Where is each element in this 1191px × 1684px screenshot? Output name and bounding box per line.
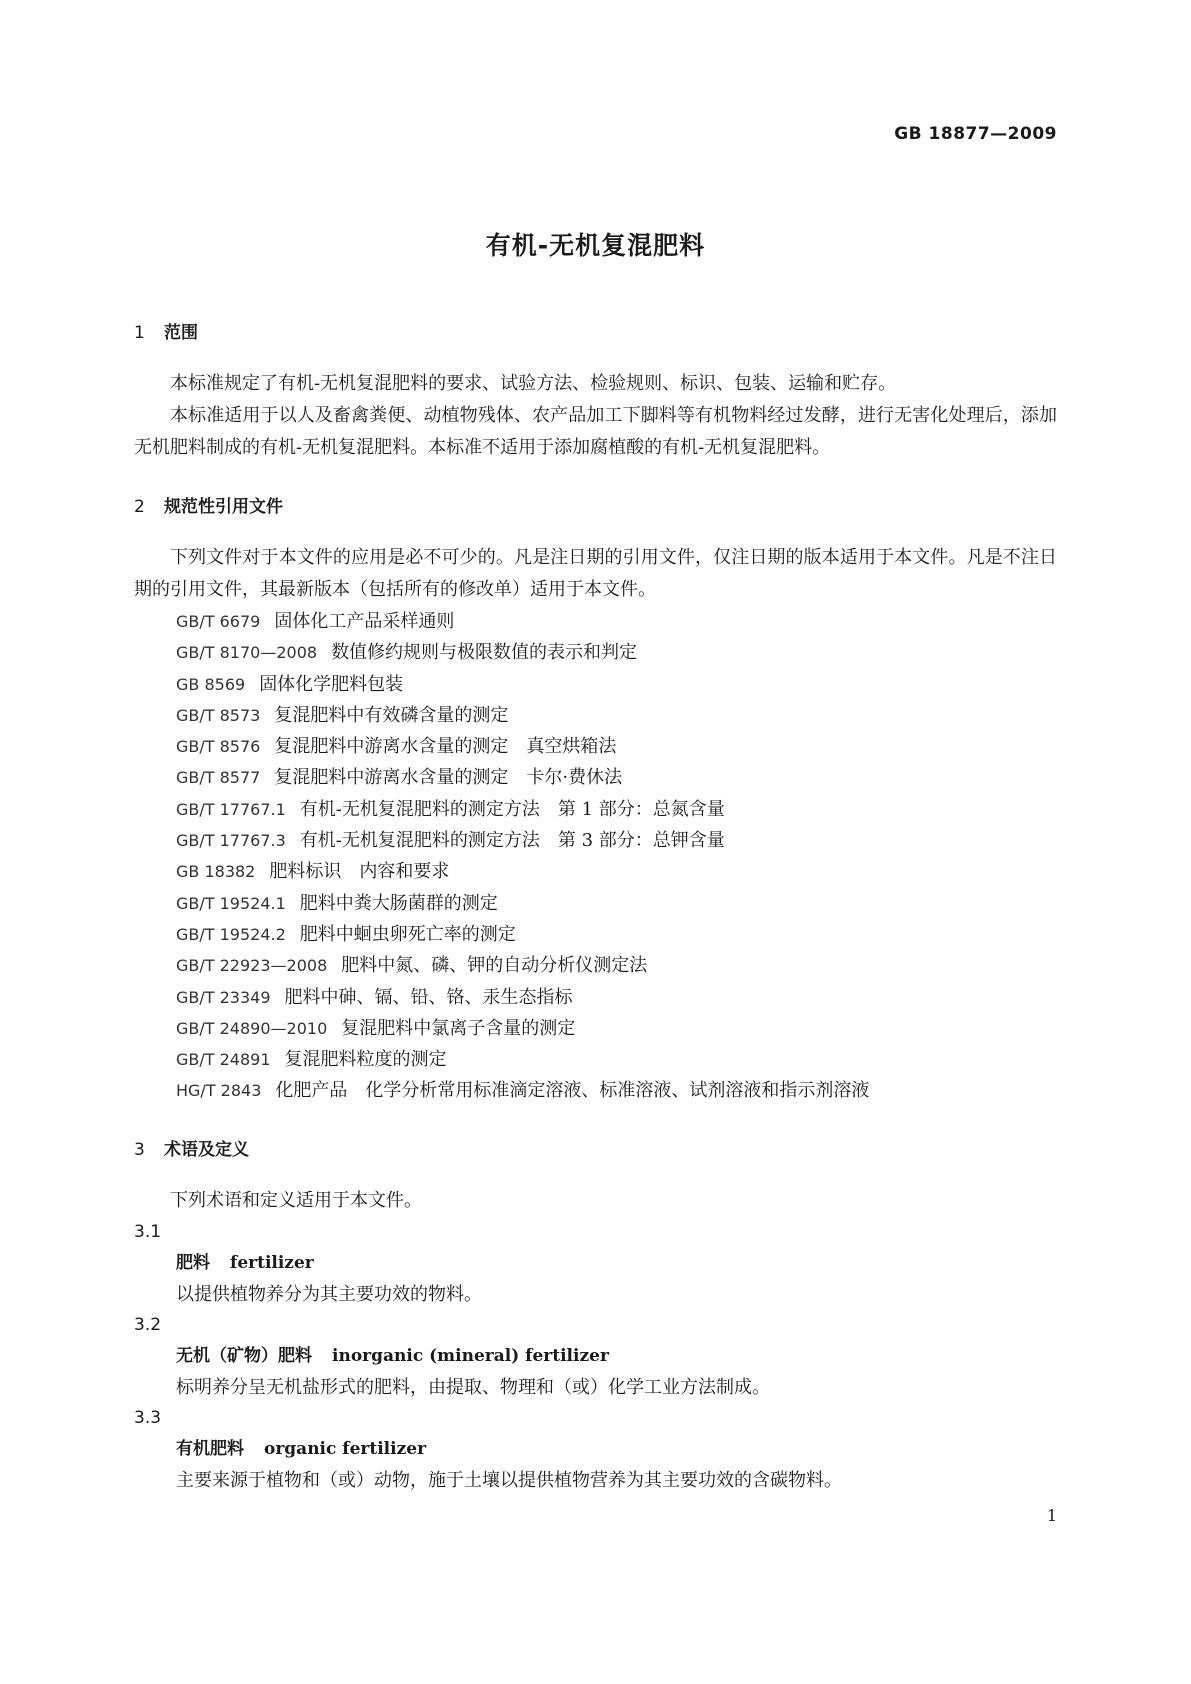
- reference-item: [134, 825, 1057, 856]
- paragraph: 本标准适用于以人及畜禽粪便、动植物残体、农产品加工下脚料等有机物料经过发酵，进行无害化处理后，添加无机肥料制成的有机-无机复混肥料。本标准不适用于添加腐植酸的有机-无机复混肥料。: [134, 405, 1057, 458]
- reference-item: [134, 731, 1057, 762]
- reference-title: 肥料中氮、磷、钾的自动分析仪测定法: [341, 955, 648, 977]
- section-heading-scope: [134, 318, 1057, 348]
- section-number: 1: [134, 323, 145, 343]
- reference-item: [134, 1044, 1057, 1075]
- reference-list: [134, 606, 1057, 1107]
- section-heading-normative-references: [134, 492, 1057, 522]
- term-name: [134, 1341, 1057, 1372]
- reference-code: GB/T 24890—2010: [176, 1018, 328, 1038]
- term-entry: [134, 1403, 1057, 1496]
- term-number: 3.1: [134, 1221, 162, 1242]
- paragraph: 下列文件对于本文件的应用是必不可少的。凡是注日期的引用文件，仅注日期的版本适用于本文件。凡是不注日期的引用文件，其最新版本（包括所有的修改单）适用于本文件。: [134, 547, 1057, 600]
- reference-title: 肥料中蛔虫卵死亡率的测定: [299, 923, 516, 945]
- reference-title: 有机-无机复混肥料的测定方法 第 1 部分：总氮含量: [299, 798, 725, 820]
- section-body-scope: [134, 368, 1057, 464]
- section-title: 术语及定义: [164, 1139, 249, 1160]
- term-definition: 以提供植物养分为其主要功效的物料。: [176, 1283, 482, 1305]
- reference-title: 固体化学肥料包装: [259, 673, 404, 695]
- document-body: [134, 318, 1057, 1524]
- reference-title: 肥料中粪大肠菌群的测定: [299, 892, 498, 914]
- reference-title: 化肥产品 化学分析常用标准滴定溶液、标准溶液、试剂溶液和指示剂溶液: [275, 1080, 870, 1102]
- reference-item: [134, 1013, 1057, 1044]
- reference-code: GB 8569: [176, 674, 246, 694]
- reference-item: [134, 950, 1057, 981]
- reference-code: GB/T 23349: [176, 987, 271, 1007]
- reference-title: 肥料标识 内容和要求: [269, 861, 450, 883]
- term-name-cn: 无机（矿物）肥料: [176, 1345, 312, 1366]
- term-number: 3.3: [134, 1407, 162, 1428]
- term-entry: [134, 1217, 1057, 1310]
- section-number: 3: [134, 1139, 145, 1160]
- section-number: 2: [134, 497, 145, 517]
- reference-item: [134, 700, 1057, 731]
- reference-item: [134, 794, 1057, 825]
- reference-item: [134, 669, 1057, 700]
- reference-title: 肥料中砷、镉、铅、铬、汞生态指标: [284, 986, 573, 1008]
- reference-item: [134, 982, 1057, 1013]
- reference-item: [134, 856, 1057, 887]
- reference-item: [134, 888, 1057, 919]
- reference-code: GB/T 19524.1: [176, 893, 286, 913]
- reference-code: GB/T 8573: [176, 705, 261, 725]
- reference-title: 复混肥料中氯离子含量的测定: [341, 1017, 576, 1039]
- reference-code: GB/T 8170—2008: [176, 643, 318, 663]
- page-number: 1: [1046, 1506, 1057, 1525]
- reference-code: GB/T 22923—2008: [176, 956, 328, 976]
- reference-item: [134, 919, 1057, 950]
- term-name-en: organic fertilizer: [264, 1438, 427, 1459]
- term-name-en: inorganic (mineral) fertilizer: [332, 1345, 609, 1366]
- reference-title: 复混肥料中游离水含量的测定 卡尔·费休法: [274, 767, 623, 789]
- reference-code: GB/T 6679: [176, 612, 261, 631]
- term-definition: 主要来源于植物和（或）动物，施于土壤以提供植物营养为其主要功效的含碳物料。: [176, 1469, 842, 1491]
- reference-code: GB/T 8576: [176, 737, 261, 757]
- section-title: 规范性引用文件: [164, 497, 283, 517]
- term-name: [134, 1248, 1057, 1279]
- reference-code: GB/T 19524.2: [176, 924, 286, 944]
- reference-title: 数值修约规则与极限数值的表示和判定: [331, 642, 638, 664]
- reference-code: GB/T 8577: [176, 768, 261, 788]
- section-heading-terms: [134, 1135, 1057, 1165]
- reference-code: GB/T 17767.1: [176, 799, 286, 819]
- reference-title: 固体化工产品采样通则: [274, 611, 455, 632]
- term-name: [134, 1434, 1057, 1465]
- section-title: 范围: [164, 323, 198, 343]
- term-name-cn: 有机肥料: [176, 1438, 244, 1459]
- reference-code: GB/T 24891: [176, 1050, 271, 1070]
- term-number: 3.2: [134, 1314, 162, 1335]
- term-name-en: fertilizer: [230, 1252, 314, 1273]
- reference-title: 有机-无机复混肥料的测定方法 第 3 部分：总钾含量: [299, 830, 725, 852]
- reference-title: 复混肥料中有效磷含量的测定: [274, 704, 509, 726]
- reference-item: [134, 762, 1057, 793]
- standard-number: GB 18877—2009: [894, 124, 1057, 144]
- term-name-cn: 肥料: [176, 1252, 210, 1273]
- reference-code: HG/T 2843: [176, 1081, 262, 1101]
- reference-code: GB 18382: [176, 862, 256, 882]
- document-title: 有机-无机复混肥料: [485, 231, 706, 260]
- paragraph: 下列术语和定义适用于本文件。: [170, 1189, 422, 1211]
- reference-item: [134, 606, 1057, 637]
- term-definition: 标明养分呈无机盐形式的肥料，由提取、物理和（或）化学工业方法制成。: [176, 1376, 770, 1398]
- reference-item: [134, 637, 1057, 668]
- section-body-terms: [134, 1185, 1057, 1496]
- term-entry: [134, 1310, 1057, 1403]
- reference-code: GB/T 17767.3: [176, 831, 286, 851]
- reference-title: 复混肥料粒度的测定: [284, 1049, 447, 1071]
- reference-title: 复混肥料中游离水含量的测定 真空烘箱法: [274, 736, 617, 758]
- paragraph: 本标准规定了有机-无机复混肥料的要求、试验方法、检验规则、标识、包装、运输和贮存。: [170, 373, 897, 394]
- section-body-normative-references: [134, 542, 1057, 1107]
- reference-item: [134, 1075, 1057, 1106]
